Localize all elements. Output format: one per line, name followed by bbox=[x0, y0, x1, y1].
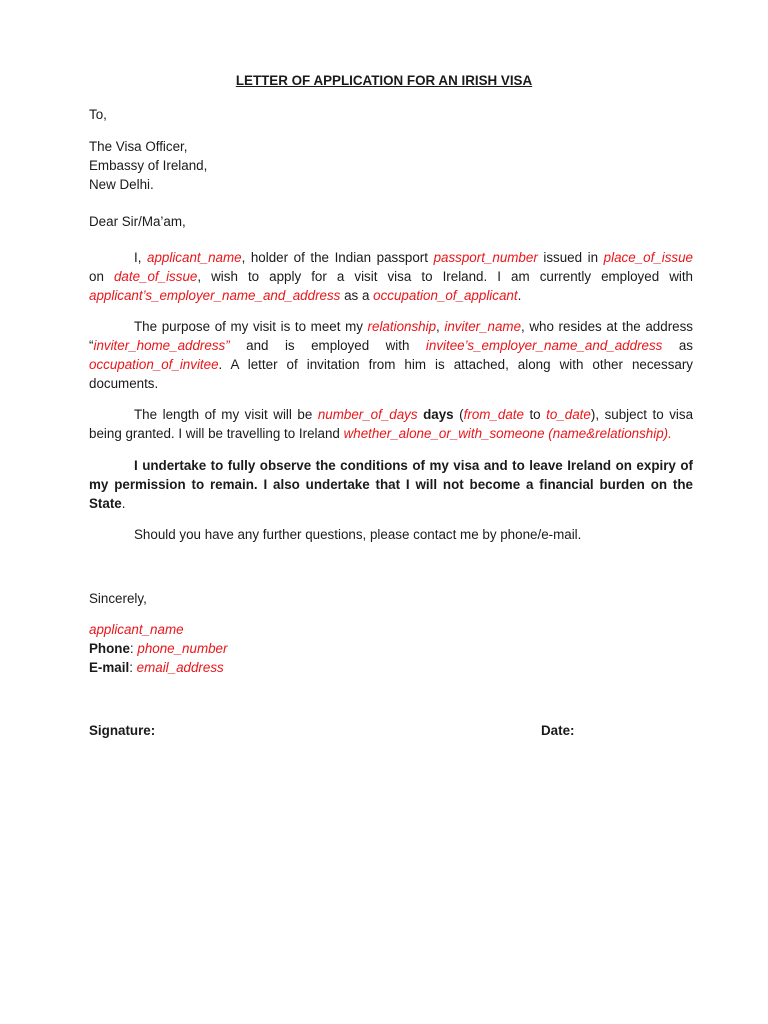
employer-placeholder: applicant’s_employer_name_and_address bbox=[89, 288, 341, 303]
salutation-to: To, bbox=[89, 107, 107, 122]
place-of-issue-placeholder: place_of_issue bbox=[603, 250, 693, 265]
passport-number-placeholder: passport_number bbox=[433, 250, 538, 265]
greeting: Dear Sir/Ma’am, bbox=[89, 214, 186, 229]
relationship-placeholder: relationship bbox=[367, 319, 437, 334]
p2-text: . A letter of invitation from him is attached, along with other necessary documents. bbox=[89, 357, 693, 391]
p2-text: The purpose of my visit is to meet my bbox=[134, 319, 368, 334]
phone-placeholder: phone_number bbox=[137, 641, 228, 656]
signature-label: Signature: bbox=[89, 723, 156, 738]
applicant-name-placeholder: applicant_name bbox=[147, 250, 242, 265]
paragraph-length bbox=[89, 405, 693, 443]
to-date-placeholder: to_date bbox=[546, 407, 591, 422]
p2-text: as bbox=[662, 338, 693, 353]
paragraph-contact: Should you have any further questions, please contact me by phone/e-mail. bbox=[134, 527, 582, 542]
p3-text: The length of my visit will be bbox=[134, 407, 318, 422]
email-label: E-mail bbox=[89, 660, 130, 675]
paragraph-introduction bbox=[89, 248, 693, 305]
p1-text: . bbox=[517, 288, 522, 303]
inviter-address-placeholder: inviter_home_address” bbox=[93, 338, 230, 353]
invitee-occupation-placeholder: occupation_of_invitee bbox=[89, 357, 219, 372]
p3-text: ), subject to visa being granted. I will be travelling to Ireland bbox=[89, 407, 694, 441]
p4-text: . bbox=[121, 496, 126, 511]
p2-text: , who resides at the address “ bbox=[89, 319, 693, 353]
paragraph-purpose bbox=[89, 317, 693, 393]
p1-text: on bbox=[89, 269, 114, 284]
recipient-address bbox=[89, 137, 693, 194]
recipient-line-3: New Delhi. bbox=[89, 177, 154, 192]
days-bold: days bbox=[417, 407, 454, 422]
p1-text: I, bbox=[134, 250, 148, 265]
phone-sep: : bbox=[129, 641, 138, 656]
p2-text: , bbox=[436, 319, 445, 334]
phone-line bbox=[89, 639, 693, 658]
p1-text: , holder of the Indian passport bbox=[241, 250, 434, 265]
email-sep: : bbox=[129, 660, 137, 675]
number-of-days-placeholder: number_of_days bbox=[317, 407, 418, 422]
p1-text: issued in bbox=[537, 250, 604, 265]
email-placeholder: email_address bbox=[136, 660, 224, 675]
companion-placeholder: whether_alone_or_with_someone (name&relationship). bbox=[343, 426, 672, 441]
undertaking-bold: I undertake to fully observe the conditions of my visa and to leave Ireland on expiry of my permission to remain. I also undertake that I will not become a financial burden on the State bbox=[89, 458, 693, 511]
closing: Sincerely, bbox=[89, 591, 147, 606]
invitee-employer-placeholder: invitee’s_employer_name_and_address bbox=[425, 338, 663, 353]
inviter-name-placeholder: inviter_name bbox=[444, 319, 522, 334]
signoff-block bbox=[89, 620, 693, 677]
p3-text: to bbox=[523, 407, 547, 422]
date-of-issue-placeholder: date_of_issue bbox=[113, 269, 198, 284]
recipient-line-2: Embassy of Ireland, bbox=[89, 158, 208, 173]
occupation-placeholder: occupation_of_applicant bbox=[373, 288, 518, 303]
signoff-name-placeholder: applicant_name bbox=[89, 622, 184, 637]
p1-text: , wish to apply for a visit visa to Ireland. I am currently employed with bbox=[197, 269, 694, 284]
date-label: Date: bbox=[541, 723, 575, 738]
p2-text: and is employed with bbox=[229, 338, 426, 353]
email-line bbox=[89, 658, 693, 677]
phone-label: Phone bbox=[89, 641, 130, 656]
p1-text: as a bbox=[340, 288, 374, 303]
paragraph-undertaking bbox=[89, 456, 693, 513]
p3-text: ( bbox=[453, 407, 464, 422]
letter-title: LETTER OF APPLICATION FOR AN IRISH VISA bbox=[235, 73, 533, 88]
recipient-line-1: The Visa Officer, bbox=[89, 139, 188, 154]
from-date-placeholder: from_date bbox=[463, 407, 524, 422]
